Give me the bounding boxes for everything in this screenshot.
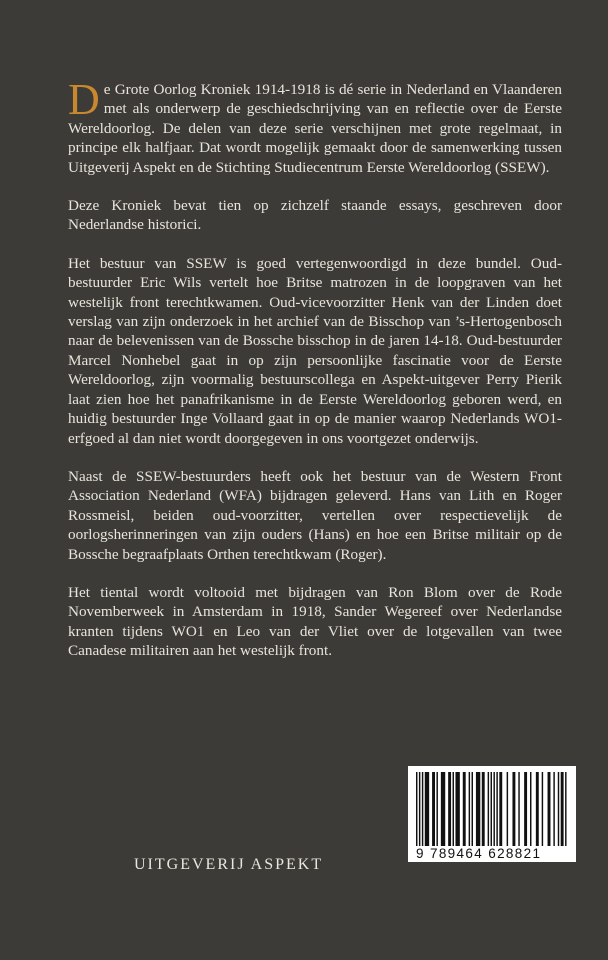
barcode-bar <box>524 772 527 846</box>
isbn-barcode <box>408 766 576 862</box>
barcode-bar <box>499 772 502 846</box>
barcode-bar <box>441 772 445 846</box>
barcode-bar <box>425 772 429 846</box>
paragraph-closing: Het tiental wordt voltooid met bijdragen van Ron Blom over de Rode Novemberweek in Amsterdam in 1918, Sander Wegereef over Nederlandse kranten tijdens WO1 en Leo van der Vliet over de lotgevallen van twee Canadese militairen aan het westelijk front. <box>68 583 562 660</box>
barcode-bar <box>482 772 485 846</box>
barcode-bar <box>553 772 554 846</box>
barcode-bar <box>476 772 480 846</box>
paragraph-intro <box>68 75 562 177</box>
barcode-bar <box>530 772 531 846</box>
barcode-bar <box>548 772 551 846</box>
barcode-bar <box>491 772 492 846</box>
drop-cap: D <box>68 75 100 124</box>
barcode-bar <box>453 772 454 846</box>
barcode-bar <box>419 772 420 846</box>
paragraph-wfa: Naast de SSEW-bestuurders heeft ook het bestuur van de Western Front Association Nederland (WFA) bijdragen geleverd. Hans van Lith en Roger Rossmeisl, beiden oud-voorzitter, vertellen over respectievelijk de oorlogsherinneringen van zijn ouders (Hans) en hoe een Britse militair op de Bossche begraafplaats Orthen terechtkwam (Roger). <box>68 467 562 563</box>
barcode-bar <box>565 772 566 846</box>
barcode-bar <box>558 772 559 846</box>
paragraph-ssew: Het bestuur van SSEW is goed vertegenwoordigd in deze bundel. Oud-bestuurder Eric Wils vertelt hoe Britse matrozen in de loopgraven van het westelijk front terechtkwamen. Oud-vicevoorzitter Henk van der Linden doet verslag van zijn onderzoek in het archief van de Bisschop van ’s-Hertogenbosch naar de belevenissen van de Bossche bisschop in de jaren 14-18. Oud-bestuurder Marcel Nonhebel gaat in op zijn persoonlijke fascinatie voor de Eerste Wereldoorlog, zijn voormalig bestuurscollega en Aspekt-uitgever Perry Pierik laat zien hoe het panafrikanisme in de Eerste Wereldoorlog geboren werd, en huidig bestuurder Inge Vollaard gaat in op de manier waarop Nederlands WO1-erfgoed al dan niet wordt doorgegeven in ons voortgezet onderwijs. <box>68 254 562 447</box>
barcode-bar <box>416 772 417 846</box>
isbn-number: 9 789464 628821 <box>416 846 542 861</box>
publisher-name: UITGEVERIJ ASPEKT <box>134 856 324 873</box>
paragraph-essays: Deze Kroniek bevat tien op zichzelf staande essays, geschreven door Nederlandse historici. <box>68 197 562 234</box>
barcode-bar <box>518 772 519 846</box>
barcode-bar <box>507 772 508 846</box>
barcode-bar <box>496 772 497 846</box>
barcode-bar <box>448 772 451 846</box>
barcode-bar <box>493 772 494 846</box>
barcode-bar <box>422 772 423 846</box>
barcode-bar <box>469 772 470 846</box>
barcode-bar <box>436 772 437 846</box>
barcode-bar <box>463 772 466 846</box>
barcode-bar <box>472 772 473 846</box>
barcode-bar <box>561 772 564 846</box>
barcode-bar <box>432 772 435 846</box>
barcode-bars <box>416 772 568 846</box>
barcode-bar <box>488 772 489 846</box>
blurb-text <box>68 75 562 680</box>
paragraph-text: e Grote Oorlog Kroniek 1914-1918 is dé serie in Nederland en Vlaanderen met als onderwerp de geschiedschrijving van en reflectie over de Eerste Wereldoorlog. De delen van deze serie verschijnen met grote regelmaat, in principe elk halfjaar. Dat wordt mogelijk gemaakt door de samenwerking tussen Uitgeverij Aspekt en de Stichting Studiecentrum Eerste Wereldoorlog (SSEW). <box>68 81 562 176</box>
barcode-bar <box>542 772 543 846</box>
barcode-bar <box>455 772 459 846</box>
barcode-bar <box>536 772 539 846</box>
barcode-bar <box>512 772 515 846</box>
